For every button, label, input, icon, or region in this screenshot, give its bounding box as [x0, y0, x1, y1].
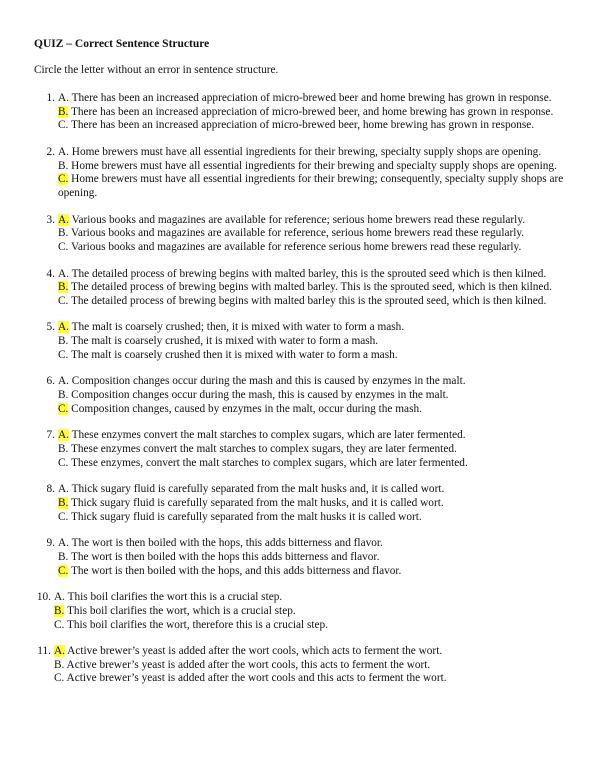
option-text: There has been an increased appreciation of micro-brewed beer, home brewing has grown in response.: [68, 119, 535, 132]
question-number: [34, 106, 58, 120]
question-item: [34, 483, 574, 524]
option-letter[interactable]: C.: [58, 119, 69, 132]
answer-option[interactable]: [34, 457, 574, 471]
answer-option[interactable]: [34, 511, 574, 525]
option-letter[interactable]: B.: [58, 443, 69, 455]
option-letter-highlighted[interactable]: C.: [58, 564, 69, 577]
option-letter[interactable]: A.: [54, 591, 65, 604]
question-number: [34, 227, 58, 241]
option-text-wrap: [54, 605, 574, 619]
question-number: 11.: [37, 645, 51, 658]
option-letter-highlighted[interactable]: A.: [58, 429, 69, 442]
option-letter[interactable]: C.: [58, 294, 69, 307]
question-number: [34, 173, 58, 200]
option-text: The detailed process of brewing begins with malted barley. This is the sprouted seed, which is then kilned.: [68, 281, 552, 294]
option-text: The detailed process of brewing begins with malted barley this is the sprouted seed, which is then kilned.: [68, 294, 547, 307]
question-number: [34, 511, 58, 525]
answer-option[interactable]: [34, 335, 574, 349]
option-text: Active brewer’s yeast is added after the wort cools, this acts to ferment the wort.: [64, 658, 431, 671]
option-letter-highlighted[interactable]: C.: [58, 402, 69, 415]
option-text-wrap: [58, 511, 574, 525]
option-text: Thick sugary fluid is carefully separated from the malt husks it is called wort.: [68, 510, 422, 523]
question-number: [34, 619, 54, 633]
option-letter[interactable]: C.: [54, 618, 65, 631]
option-text-wrap: [58, 268, 574, 282]
option-letter-highlighted[interactable]: B.: [58, 496, 69, 509]
question-item: [34, 321, 574, 362]
option-text-wrap: [58, 349, 574, 363]
option-text: Various books and magazines are available for reference; serious home brewers read these regularly.: [68, 213, 526, 226]
option-letter[interactable]: B.: [58, 550, 69, 563]
option-text: Composition changes occur during the mash and this is caused by enzymes in the malt.: [68, 375, 466, 388]
option-text-wrap: [58, 92, 574, 106]
question-number: 8.: [46, 483, 55, 496]
option-text-wrap: [58, 375, 574, 389]
answer-option[interactable]: [34, 321, 574, 335]
option-text: Thick sugary fluid is carefully separated from the malt husks and, it is called wort.: [68, 483, 445, 496]
instructions: Circle the letter without an error in sentence structure.: [34, 64, 279, 76]
answer-option[interactable]: [34, 443, 574, 457]
answer-option[interactable]: [34, 672, 574, 686]
question-item: [34, 214, 574, 255]
option-text-wrap: [58, 241, 574, 255]
option-text: The wort is then boiled with the hops this adds bitterness and flavor.: [68, 550, 380, 563]
question-number: 1.: [46, 92, 55, 104]
option-text-wrap: [58, 565, 574, 579]
answer-option[interactable]: [34, 173, 574, 200]
question-number: [34, 457, 58, 471]
question-number: [34, 389, 58, 403]
question-item: [34, 429, 574, 470]
question-item: [34, 375, 574, 416]
answer-option[interactable]: [34, 268, 574, 282]
option-text: These enzymes convert the malt starches to complex sugars, which are later fermented.: [68, 429, 466, 442]
option-text-wrap: [58, 295, 574, 309]
question-number: [34, 119, 58, 133]
option-text: Various books and magazines are available for reference serious home brewers read these regularly.: [68, 240, 522, 253]
answer-option[interactable]: [34, 619, 574, 633]
option-letter[interactable]: A.: [58, 375, 69, 388]
option-letter-highlighted[interactable]: B.: [58, 281, 69, 294]
question-item: [34, 537, 574, 578]
option-text: The wort is then boiled with the hops, this adds bitterness and flavor.: [68, 537, 383, 550]
option-text: This boil clarifies the wort, therefore this is a crucial step.: [64, 618, 328, 631]
answer-option[interactable]: [34, 241, 574, 255]
option-letter-highlighted[interactable]: A.: [58, 213, 69, 226]
option-text-wrap: [58, 389, 574, 403]
answer-option[interactable]: [34, 537, 574, 551]
answer-option[interactable]: [34, 119, 574, 133]
option-text-wrap: [54, 591, 574, 605]
option-text-wrap: [58, 335, 574, 349]
page-title: QUIZ – Correct Sentence Structure: [34, 38, 210, 50]
option-text: The malt is coarsely crushed then it is mixed with water to form a mash.: [68, 348, 398, 361]
option-text-wrap: [58, 429, 574, 443]
option-text: There has been an increased appreciation of micro-brewed beer, and home brewing has grown in response.: [68, 105, 554, 118]
question-number: [34, 672, 54, 686]
option-letter-highlighted[interactable]: B.: [58, 105, 69, 118]
question-item: [34, 645, 574, 686]
option-text-wrap: [58, 457, 574, 471]
option-text-wrap: [58, 214, 574, 228]
option-text-wrap: [58, 537, 574, 551]
option-text: The malt is coarsely crushed, it is mixed with water to form a mash.: [68, 335, 379, 348]
option-text: These enzymes, convert the malt starches to complex sugars, which are later fermented.: [68, 456, 468, 469]
question-number: [34, 403, 58, 417]
option-letter[interactable]: B.: [54, 658, 65, 671]
question-number: 3.: [46, 213, 55, 226]
question-number: [34, 605, 54, 619]
question-item: [34, 268, 574, 309]
option-text-wrap: [58, 281, 574, 295]
option-letter-highlighted[interactable]: C.: [58, 173, 69, 186]
option-text: These enzymes convert the malt starches to complex sugars, they are later fermented.: [68, 443, 457, 455]
option-text-wrap: [58, 146, 574, 160]
option-text: The malt is coarsely crushed; then, it is mixed with water to form a mash.: [68, 321, 405, 334]
option-letter[interactable]: C.: [58, 456, 69, 469]
option-text-wrap: [58, 551, 574, 565]
question-number: 6.: [46, 375, 55, 388]
question-number: [34, 295, 58, 309]
question-number: 5.: [46, 321, 55, 334]
question-item: [34, 146, 574, 200]
option-letter[interactable]: B.: [58, 227, 69, 240]
question-number: [34, 659, 54, 673]
option-text: The detailed process of brewing begins with malted barley, this is the sprouted seed which is then kilned.: [68, 267, 547, 280]
answer-option[interactable]: [34, 295, 574, 309]
answer-option[interactable]: [34, 227, 574, 241]
option-text-wrap: [58, 160, 574, 174]
option-text: Home brewers must have all essential ingredients for their brewing and specialty supply shops are opening.: [68, 159, 557, 172]
answer-option[interactable]: [34, 92, 574, 106]
option-text: The wort is then boiled with the hops, and this adds bitterness and flavor.: [68, 564, 402, 577]
question-number: [34, 497, 58, 511]
option-text-wrap: [54, 659, 574, 673]
option-letter[interactable]: A.: [58, 483, 69, 496]
answer-option[interactable]: [34, 349, 574, 363]
option-letter-highlighted[interactable]: A.: [54, 645, 65, 658]
option-letter[interactable]: C.: [58, 348, 69, 361]
option-text: This boil clarifies the wort, which is a crucial step.: [64, 604, 296, 617]
answer-option[interactable]: [34, 429, 574, 443]
option-letter-highlighted[interactable]: A.: [58, 321, 69, 334]
option-text-wrap: [58, 227, 574, 241]
question-number: [34, 551, 58, 565]
question-number: [34, 349, 58, 363]
option-letter[interactable]: A.: [58, 267, 69, 280]
answer-option[interactable]: [34, 565, 574, 579]
option-letter[interactable]: C.: [58, 510, 69, 523]
answer-option[interactable]: [34, 659, 574, 673]
question-number: 9.: [46, 537, 55, 550]
option-text: Composition changes occur during the mash, this is caused by enzymes in the malt.: [68, 389, 449, 402]
option-text: Composition changes, caused by enzymes in the malt, occur during the mash.: [68, 402, 422, 415]
answer-option[interactable]: [34, 214, 574, 228]
question-number: [34, 443, 58, 457]
option-text-wrap: [58, 106, 574, 120]
question-number: 2.: [46, 145, 55, 158]
answer-option[interactable]: [34, 645, 574, 659]
question-number: [34, 241, 58, 255]
answer-option[interactable]: [34, 483, 574, 497]
answer-option[interactable]: [34, 281, 574, 295]
answer-option[interactable]: [34, 551, 574, 565]
question-number: [34, 335, 58, 349]
option-text: There has been an increased appreciation of micro-brewed beer and home brewing has grown in response.: [68, 92, 552, 104]
option-text: Active brewer’s yeast is added after the wort cools, which acts to ferment the wort.: [64, 645, 443, 658]
answer-option[interactable]: [34, 106, 574, 120]
question-number: [34, 565, 58, 579]
answer-option[interactable]: [34, 403, 574, 417]
option-text-wrap: [58, 119, 574, 133]
option-text-wrap: [58, 497, 574, 511]
option-text: Various books and magazines are available for reference, serious home brewers read these regularly.: [68, 227, 525, 240]
option-text-wrap: [54, 619, 574, 633]
question-number: [34, 281, 58, 295]
option-letter[interactable]: A.: [58, 537, 69, 550]
answer-option[interactable]: [34, 497, 574, 511]
option-letter[interactable]: C.: [54, 672, 65, 685]
question-number: 7.: [46, 429, 55, 442]
question-list: [34, 92, 574, 699]
option-text: Active brewer’s yeast is added after the wort cools and this acts to ferment the wort.: [64, 672, 447, 685]
option-text: Home brewers must have all essential ingredients for their brewing; consequently, specialty supply shops are opening.: [58, 173, 564, 199]
option-text-wrap: [58, 321, 574, 335]
option-text: Thick sugary fluid is carefully separated from the malt husks, and it is called wort.: [68, 496, 444, 509]
question-number: 4.: [46, 267, 55, 280]
question-number: 10.: [36, 591, 51, 604]
option-text-wrap: [54, 672, 574, 686]
answer-option[interactable]: [34, 605, 574, 619]
option-text-wrap: [58, 173, 574, 200]
question-number: [34, 160, 58, 174]
option-letter[interactable]: A.: [58, 145, 69, 158]
option-text-wrap: [54, 645, 574, 659]
question-item: [34, 591, 574, 632]
option-letter[interactable]: A.: [58, 92, 69, 104]
answer-option[interactable]: [34, 389, 574, 403]
option-text-wrap: [58, 483, 574, 497]
option-text-wrap: [58, 403, 574, 417]
option-letter-highlighted[interactable]: B.: [54, 604, 65, 617]
answer-option[interactable]: [34, 146, 574, 160]
option-letter[interactable]: B.: [58, 335, 69, 348]
option-text: This boil clarifies the wort this is a crucial step.: [64, 591, 283, 604]
option-letter[interactable]: C.: [58, 240, 69, 253]
answer-option[interactable]: [34, 375, 574, 389]
option-letter[interactable]: B.: [58, 159, 69, 172]
option-letter[interactable]: B.: [58, 389, 69, 402]
question-item: [34, 92, 574, 133]
answer-option[interactable]: [34, 160, 574, 174]
answer-option[interactable]: [34, 591, 574, 605]
option-text: Home brewers must have all essential ingredients for their brewing, specialty supply shops are opening.: [68, 145, 542, 158]
option-text-wrap: [58, 443, 574, 457]
